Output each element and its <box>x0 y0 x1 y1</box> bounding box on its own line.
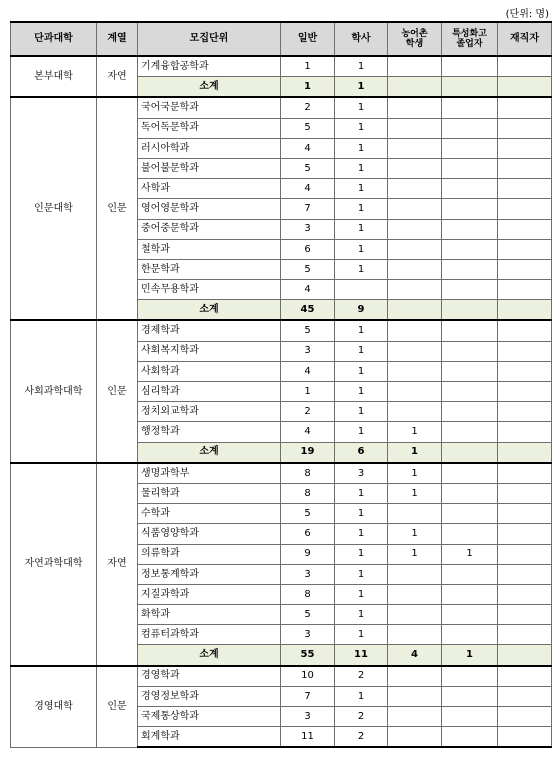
count-employee <box>498 564 552 584</box>
subtotal-employee <box>498 77 552 98</box>
count-bachelor <box>335 280 388 300</box>
count-general: 8 <box>281 483 335 503</box>
count-farm <box>388 666 442 687</box>
count-general: 2 <box>281 97 335 118</box>
count-special <box>442 138 498 158</box>
subtotal-farm <box>388 77 442 98</box>
count-special <box>442 179 498 199</box>
count-farm <box>388 259 442 279</box>
count-bachelor: 1 <box>335 179 388 199</box>
count-farm <box>388 382 442 402</box>
table-row <box>11 97 552 118</box>
count-employee <box>498 97 552 118</box>
count-bachelor: 1 <box>335 97 388 118</box>
count-bachelor: 1 <box>335 199 388 219</box>
field-name: 자연 <box>97 463 138 666</box>
count-employee <box>498 320 552 341</box>
count-general: 3 <box>281 707 335 727</box>
count-general: 5 <box>281 259 335 279</box>
count-general: 5 <box>281 504 335 524</box>
count-special: 1 <box>442 544 498 564</box>
count-general: 9 <box>281 544 335 564</box>
department-name: 중어중문학과 <box>138 219 281 239</box>
count-employee <box>498 402 552 422</box>
count-special <box>442 463 498 484</box>
count-special <box>442 259 498 279</box>
count-general: 5 <box>281 158 335 178</box>
count-special <box>442 118 498 138</box>
count-general: 11 <box>281 727 335 748</box>
count-farm: 1 <box>388 544 442 564</box>
header-special: 특성화고 졸업자 <box>442 22 498 56</box>
count-special <box>442 382 498 402</box>
count-employee <box>498 280 552 300</box>
subtotal-employee <box>498 300 552 321</box>
count-special <box>442 707 498 727</box>
department-name: 생명과학부 <box>138 463 281 484</box>
count-bachelor: 1 <box>335 158 388 178</box>
count-general: 3 <box>281 219 335 239</box>
count-farm <box>388 402 442 422</box>
count-bachelor: 1 <box>335 56 388 77</box>
count-employee <box>498 199 552 219</box>
subtotal-general: 55 <box>281 645 335 666</box>
department-name: 영어영문학과 <box>138 199 281 219</box>
count-bachelor: 2 <box>335 707 388 727</box>
count-special <box>442 524 498 544</box>
count-general: 1 <box>281 56 335 77</box>
count-special <box>442 686 498 706</box>
count-general: 3 <box>281 341 335 361</box>
count-special <box>442 564 498 584</box>
count-farm: 1 <box>388 524 442 544</box>
field-name: 인문 <box>97 320 138 462</box>
count-employee <box>498 179 552 199</box>
unit-note: (단위: 명) <box>505 9 549 20</box>
count-farm <box>388 727 442 748</box>
count-farm <box>388 97 442 118</box>
department-name: 의류학과 <box>138 544 281 564</box>
count-farm <box>388 707 442 727</box>
count-farm: 1 <box>388 483 442 503</box>
count-special <box>442 584 498 604</box>
count-bachelor: 1 <box>335 564 388 584</box>
count-farm <box>388 280 442 300</box>
count-general: 5 <box>281 605 335 625</box>
department-name: 사회학과 <box>138 361 281 381</box>
admission-table <box>10 21 552 748</box>
count-employee <box>498 504 552 524</box>
header-field: 계열 <box>97 22 138 56</box>
subtotal-bachelor: 1 <box>335 77 388 98</box>
subtotal-label: 소계 <box>138 300 281 321</box>
header-employee: 재직자 <box>498 22 552 56</box>
department-name: 국제통상학과 <box>138 707 281 727</box>
count-general: 7 <box>281 199 335 219</box>
count-special <box>442 219 498 239</box>
subtotal-label: 소계 <box>138 442 281 463</box>
count-general: 5 <box>281 118 335 138</box>
field-name: 자연 <box>97 56 138 97</box>
subtotal-farm <box>388 300 442 321</box>
department-name: 불어불문학과 <box>138 158 281 178</box>
department-name: 화학과 <box>138 605 281 625</box>
subtotal-label: 소계 <box>138 645 281 666</box>
count-farm <box>388 320 442 341</box>
subtotal-bachelor: 11 <box>335 645 388 666</box>
subtotal-general: 45 <box>281 300 335 321</box>
header-unit: 모집단위 <box>138 22 281 56</box>
table-row <box>11 463 552 484</box>
count-farm <box>388 219 442 239</box>
count-special <box>442 727 498 748</box>
table-row <box>11 320 552 341</box>
count-employee <box>498 686 552 706</box>
college-name: 인문대학 <box>11 97 97 320</box>
count-farm <box>388 504 442 524</box>
count-farm <box>388 686 442 706</box>
count-special <box>442 422 498 442</box>
count-general: 5 <box>281 320 335 341</box>
count-employee <box>498 727 552 748</box>
count-farm <box>388 118 442 138</box>
count-employee <box>498 118 552 138</box>
header-row <box>11 22 552 56</box>
count-bachelor: 1 <box>335 422 388 442</box>
count-general: 6 <box>281 524 335 544</box>
subtotal-special <box>442 442 498 463</box>
count-special <box>442 239 498 259</box>
department-name: 경영정보학과 <box>138 686 281 706</box>
count-general: 4 <box>281 422 335 442</box>
department-name: 정보통계학과 <box>138 564 281 584</box>
count-farm <box>388 239 442 259</box>
count-bachelor: 1 <box>335 259 388 279</box>
count-employee <box>498 361 552 381</box>
count-general: 3 <box>281 625 335 645</box>
department-name: 사학과 <box>138 179 281 199</box>
subtotal-special <box>442 300 498 321</box>
field-name: 인문 <box>97 666 138 748</box>
count-general: 2 <box>281 402 335 422</box>
department-name: 독어독문학과 <box>138 118 281 138</box>
count-employee <box>498 625 552 645</box>
count-farm <box>388 179 442 199</box>
count-farm <box>388 56 442 77</box>
count-employee <box>498 219 552 239</box>
table-row <box>11 56 552 77</box>
count-employee <box>498 605 552 625</box>
count-general: 4 <box>281 361 335 381</box>
subtotal-label: 소계 <box>138 77 281 98</box>
count-general: 7 <box>281 686 335 706</box>
count-bachelor: 1 <box>335 361 388 381</box>
department-name: 철학과 <box>138 239 281 259</box>
count-bachelor: 1 <box>335 544 388 564</box>
header-bachelor: 학사 <box>335 22 388 56</box>
count-general: 6 <box>281 239 335 259</box>
count-farm <box>388 361 442 381</box>
count-general: 3 <box>281 564 335 584</box>
department-name: 식품영양학과 <box>138 524 281 544</box>
count-bachelor: 1 <box>335 341 388 361</box>
subtotal-employee <box>498 645 552 666</box>
college-name: 자연과학대학 <box>11 463 97 666</box>
count-general: 8 <box>281 463 335 484</box>
college-name: 경영대학 <box>11 666 97 748</box>
subtotal-bachelor: 6 <box>335 442 388 463</box>
count-general: 8 <box>281 584 335 604</box>
count-general: 4 <box>281 280 335 300</box>
department-name: 심리학과 <box>138 382 281 402</box>
count-employee <box>498 138 552 158</box>
count-bachelor: 1 <box>335 138 388 158</box>
department-name: 민속무용학과 <box>138 280 281 300</box>
count-employee <box>498 483 552 503</box>
count-farm: 1 <box>388 422 442 442</box>
count-bachelor: 1 <box>335 625 388 645</box>
count-general: 4 <box>281 138 335 158</box>
count-employee <box>498 524 552 544</box>
table-body <box>11 56 552 747</box>
department-name: 기계융합공학과 <box>138 56 281 77</box>
count-bachelor: 1 <box>335 584 388 604</box>
department-name: 국어국문학과 <box>138 97 281 118</box>
department-name: 경영학과 <box>138 666 281 687</box>
count-special <box>442 199 498 219</box>
count-special <box>442 361 498 381</box>
table-row <box>11 666 552 687</box>
header-general: 일반 <box>281 22 335 56</box>
count-special <box>442 402 498 422</box>
department-name: 행정학과 <box>138 422 281 442</box>
college-name: 본부대학 <box>11 56 97 97</box>
subtotal-farm: 1 <box>388 442 442 463</box>
count-employee <box>498 259 552 279</box>
count-bachelor: 1 <box>335 382 388 402</box>
count-special <box>442 666 498 687</box>
college-name: 사회과학대학 <box>11 320 97 462</box>
count-bachelor: 1 <box>335 402 388 422</box>
department-name: 한문학과 <box>138 259 281 279</box>
count-employee <box>498 422 552 442</box>
count-special <box>442 280 498 300</box>
count-employee <box>498 341 552 361</box>
count-employee <box>498 382 552 402</box>
count-bachelor: 1 <box>335 605 388 625</box>
count-farm <box>388 584 442 604</box>
count-special <box>442 625 498 645</box>
count-bachelor: 1 <box>335 219 388 239</box>
count-employee <box>498 158 552 178</box>
count-special <box>442 320 498 341</box>
count-farm <box>388 564 442 584</box>
subtotal-employee <box>498 442 552 463</box>
department-name: 회계학과 <box>138 727 281 748</box>
count-farm <box>388 341 442 361</box>
subtotal-special: 1 <box>442 645 498 666</box>
count-farm <box>388 199 442 219</box>
count-special <box>442 158 498 178</box>
count-general: 4 <box>281 179 335 199</box>
count-employee <box>498 666 552 687</box>
count-employee <box>498 463 552 484</box>
subtotal-special <box>442 77 498 98</box>
header-farm: 농어촌 학생 <box>388 22 442 56</box>
count-bachelor: 2 <box>335 666 388 687</box>
count-bachelor: 1 <box>335 524 388 544</box>
count-employee <box>498 56 552 77</box>
count-bachelor: 3 <box>335 463 388 484</box>
count-special <box>442 97 498 118</box>
department-name: 정치외교학과 <box>138 402 281 422</box>
department-name: 사회복지학과 <box>138 341 281 361</box>
subtotal-bachelor: 9 <box>335 300 388 321</box>
count-employee <box>498 239 552 259</box>
department-name: 러시아학과 <box>138 138 281 158</box>
count-special <box>442 341 498 361</box>
count-special <box>442 483 498 503</box>
count-bachelor: 1 <box>335 320 388 341</box>
count-special <box>442 56 498 77</box>
count-farm: 1 <box>388 463 442 484</box>
department-name: 물리학과 <box>138 483 281 503</box>
subtotal-general: 19 <box>281 442 335 463</box>
department-name: 지질과학과 <box>138 584 281 604</box>
count-bachelor: 1 <box>335 483 388 503</box>
count-farm <box>388 158 442 178</box>
department-name: 수학과 <box>138 504 281 524</box>
count-bachelor: 1 <box>335 118 388 138</box>
count-bachelor: 1 <box>335 686 388 706</box>
count-employee <box>498 584 552 604</box>
count-employee <box>498 544 552 564</box>
count-farm <box>388 625 442 645</box>
count-employee <box>498 707 552 727</box>
count-special <box>442 605 498 625</box>
count-bachelor: 2 <box>335 727 388 748</box>
count-farm <box>388 605 442 625</box>
subtotal-general: 1 <box>281 77 335 98</box>
count-bachelor: 1 <box>335 239 388 259</box>
count-general: 1 <box>281 382 335 402</box>
count-special <box>442 504 498 524</box>
count-farm <box>388 138 442 158</box>
count-general: 10 <box>281 666 335 687</box>
count-bachelor: 1 <box>335 504 388 524</box>
header-college: 단과대학 <box>11 22 97 56</box>
subtotal-farm: 4 <box>388 645 442 666</box>
department-name: 경제학과 <box>138 320 281 341</box>
department-name: 컴퓨터과학과 <box>138 625 281 645</box>
field-name: 인문 <box>97 97 138 320</box>
